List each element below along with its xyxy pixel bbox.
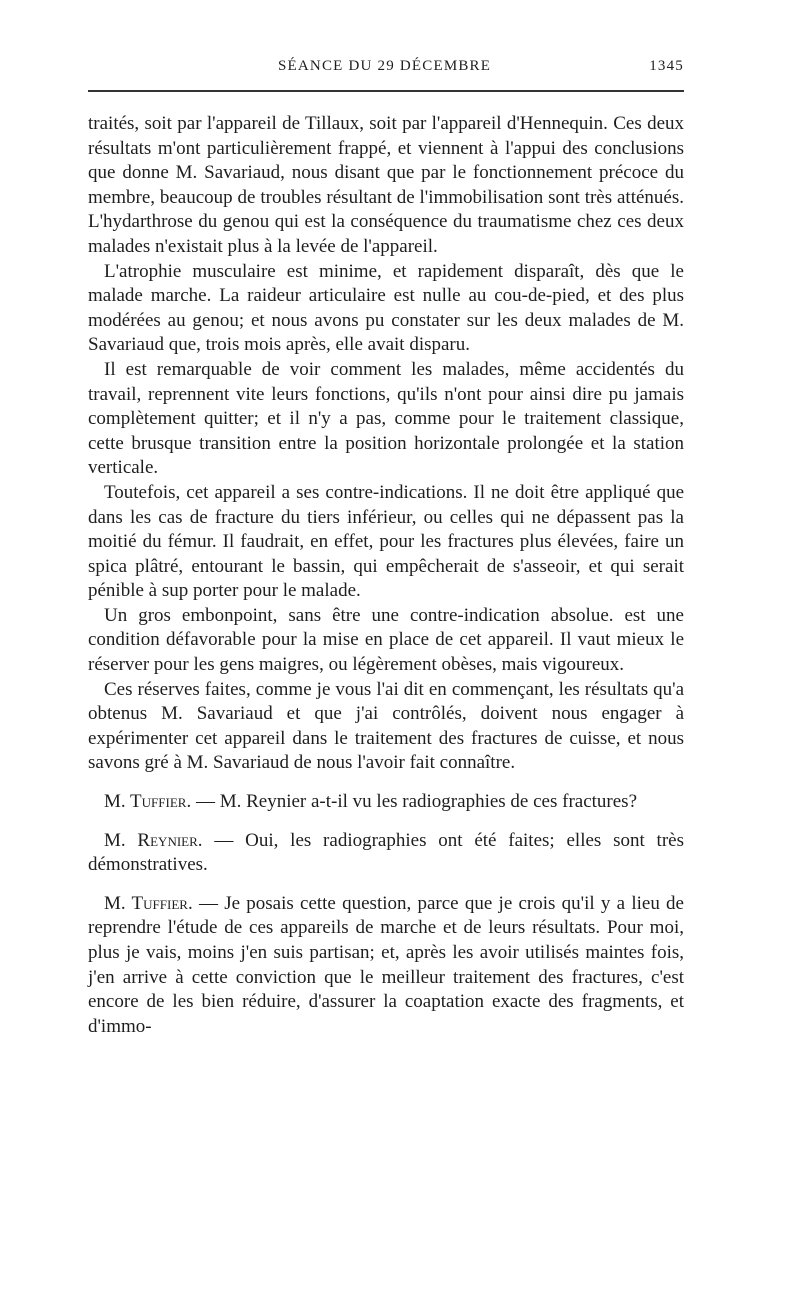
dialogue-entry bbox=[88, 790, 684, 815]
paragraph: L'atrophie musculaire est minime, et rapidement disparaît, dès que le malade marche. La raideur articulaire est nulle au cou-de-pied, et des plus modérées au genou; et nous avons pu constater sur les deux malades de M. Savariaud que, trois mois après, elle avait disparu. bbox=[88, 260, 684, 356]
running-title: SÉANCE DU 29 DÉCEMBRE bbox=[278, 58, 492, 74]
paragraph: Toutefois, cet appareil a ses contre-indications. Il ne doit être appliqué que dans les cas de fracture du tiers inférieur, ou celles qui ne dépassent pas la moitié du fémur. Il faudrait, en effet, pour les fractures plus élevées, faire un spica plâtré, entourant le bassin, qui empêcherait de s'asseoir, et qui serait pénible à sup porter pour le malade. bbox=[88, 481, 684, 602]
header-rule bbox=[88, 90, 684, 92]
speaker-name: M. Tuffier. bbox=[104, 791, 192, 813]
paragraph: Ces réserves faites, comme je vous l'ai dit en commençant, les résultats qu'a obtenus M. Savariaud et que j'ai contrôlés, doivent nous engager à expérimenter cet appareil dans le traitement des fractures de cuisse, et nous savons gré à M. Savariaud de nous l'avoir fait connaître. bbox=[88, 678, 684, 774]
dialogue-entry bbox=[88, 892, 684, 1040]
dialogue-entry bbox=[88, 829, 684, 878]
paragraph: Il est remarquable de voir comment les malades, même accidentés du travail, reprennent vite leurs fonctions, qu'ils n'ont pour ainsi dire pu jamais complètement quitter; et il n'y a pas, comme pour le traitement classique, cette brusque transition entre la position horizontale prolongée et la station verticale. bbox=[88, 358, 684, 479]
speaker-name: M. Tuffier. bbox=[104, 892, 193, 914]
document-page bbox=[88, 58, 684, 1039]
running-header bbox=[88, 58, 684, 86]
dialogue-text: — Je posais cette question, parce que je crois qu'il y a lieu de reprendre l'étude de ces appareils de marche et de leurs résultats. Pour moi, plus je vais, moins j'en suis partisan; et, après les avoir utilisés maintes fois, j'en arrive à cette conviction que le meilleur traitement des fractures, c'est encore de les bien réduire, d'assurer la coaptation exacte des fragments, et d'immo- bbox=[88, 892, 684, 1037]
dialogue-text: — M. Reynier a-t-il vu les radiographies de ces fractures? bbox=[191, 791, 638, 813]
speaker-name: M. Reynier. bbox=[104, 829, 203, 851]
paragraph: traités, soit par l'appareil de Tillaux, soit par l'appareil d'Hennequin. Ces deux résultats m'ont particulièrement frappé, et viennent à l'appui des conclusions que donne M. Savariaud, nous disant que par le fonctionnement précoce du membre, beaucoup de troubles résultant de l'immobilisation sont très atténués. L'hydarthrose du genou qui est la conséquence du traumatisme chez ces deux malades n'existait plus à la levée de l'appareil. bbox=[88, 113, 684, 257]
body-text bbox=[88, 112, 684, 1039]
dialogue-text: — Oui, les radiographies ont été faites; elles sont très démonstratives. bbox=[88, 829, 684, 876]
page-number: 1345 bbox=[649, 58, 684, 74]
paragraph: Un gros embonpoint, sans être une contre-indication absolue. est une condition défavorable pour la mise en place de cet appareil. Il vaut mieux le réserver pour les gens maigres, ou légèrement obèses, mais vigoureux. bbox=[88, 604, 684, 676]
